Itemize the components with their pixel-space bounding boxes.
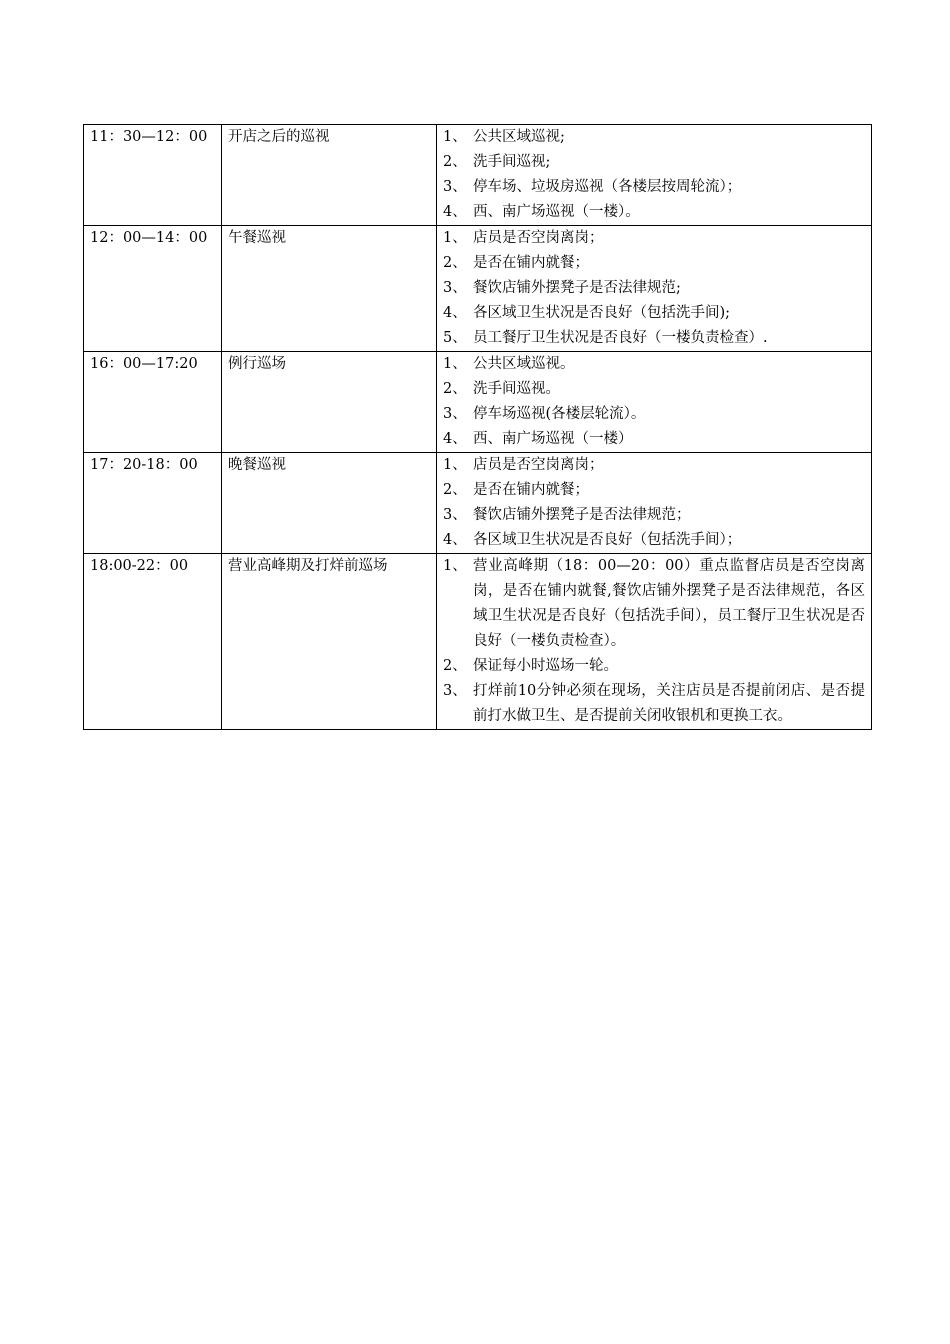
- item-number: 4、: [443, 431, 467, 447]
- detail-cell: [437, 352, 872, 453]
- item-number: 3、: [443, 406, 467, 422]
- time-cell: 12：00—14：00: [84, 226, 222, 352]
- task-cell: 午餐巡视: [222, 226, 437, 352]
- list-item: [443, 125, 865, 150]
- detail-list: [443, 554, 865, 729]
- detail-cell: [437, 554, 872, 730]
- item-number: 2、: [443, 482, 467, 498]
- item-text: 西、南广场巡视（一楼）。: [473, 204, 640, 220]
- item-text: 营业高峰期（18：00—20：00）重点监督店员是否空岗离岗，是否在铺内就餐,餐饮店铺外摆凳子是否法律规范，各区域卫生状况是否良好（包括洗手间），员工餐厅卫生状况是否良好（一楼负责检查）。: [473, 558, 865, 649]
- task-cell: 开店之后的巡视: [222, 125, 437, 226]
- item-number: 1、: [443, 558, 467, 574]
- table-row: [84, 453, 872, 554]
- item-text: 各区域卫生状况是否良好（包括洗手间）；: [473, 532, 742, 548]
- item-text: 公共区域巡视;: [473, 129, 565, 145]
- list-item: [443, 251, 865, 276]
- task-cell: 营业高峰期及打烊前巡场: [222, 554, 437, 730]
- list-item: [443, 377, 865, 402]
- item-text: 员工餐厅卫生状况是否良好（一楼负责检查）.: [473, 330, 768, 346]
- list-item: [443, 150, 865, 175]
- item-number: 4、: [443, 532, 467, 548]
- detail-list: [443, 226, 865, 351]
- detail-list: [443, 125, 865, 225]
- list-item: [443, 352, 865, 377]
- list-item: [443, 453, 865, 478]
- item-number: 2、: [443, 381, 467, 397]
- item-text: 是否在铺内就餐；: [473, 482, 589, 498]
- item-text: 餐饮店铺外摆凳子是否法律规范；: [473, 507, 691, 523]
- detail-cell: [437, 453, 872, 554]
- item-text: 保证每小时巡场一轮。: [473, 658, 618, 674]
- list-item: [443, 175, 865, 200]
- table-row: [84, 554, 872, 730]
- item-text: 停车场巡视(各楼层轮流）。: [473, 406, 646, 422]
- list-item: [443, 654, 865, 679]
- item-text: 公共区域巡视。: [473, 356, 575, 372]
- list-item: [443, 679, 865, 729]
- detail-cell: [437, 226, 872, 352]
- item-number: 3、: [443, 507, 467, 523]
- detail-list: [443, 453, 865, 553]
- list-item: [443, 554, 865, 654]
- table-row: [84, 226, 872, 352]
- item-text: 各区域卫生状况是否良好（包括洗手间);: [473, 305, 731, 321]
- list-item: [443, 402, 865, 427]
- task-cell: 例行巡场: [222, 352, 437, 453]
- list-item: [443, 478, 865, 503]
- item-number: 1、: [443, 230, 467, 246]
- list-item: [443, 301, 865, 326]
- item-number: 1、: [443, 457, 467, 473]
- list-item: [443, 528, 865, 553]
- list-item: [443, 276, 865, 301]
- item-number: 3、: [443, 179, 467, 195]
- item-text: 洗手间巡视。: [473, 381, 560, 397]
- patrol-schedule-table: [83, 124, 872, 730]
- list-item: [443, 200, 865, 225]
- item-number: 5、: [443, 330, 467, 346]
- table-row: [84, 352, 872, 453]
- task-cell: 晚餐巡视: [222, 453, 437, 554]
- item-text: 餐饮店铺外摆凳子是否法律规范;: [473, 280, 681, 296]
- list-item: [443, 427, 865, 452]
- item-number: 3、: [443, 280, 467, 296]
- item-number: 4、: [443, 305, 467, 321]
- time-cell: 11：30—12：00: [84, 125, 222, 226]
- item-number: 4、: [443, 204, 467, 220]
- item-number: 3、: [443, 683, 467, 699]
- table-row: [84, 125, 872, 226]
- item-text: 是否在铺内就餐；: [473, 255, 589, 271]
- item-text: 店员是否空岗离岗；: [473, 230, 604, 246]
- schedule-body: [84, 125, 872, 730]
- item-number: 2、: [443, 154, 467, 170]
- item-text: 西、南广场巡视（一楼）: [473, 431, 633, 447]
- item-number: 1、: [443, 356, 467, 372]
- item-text: 店员是否空岗离岗；: [473, 457, 604, 473]
- item-number: 2、: [443, 255, 467, 271]
- item-text: 停车场、垃圾房巡视（各楼层按周轮流）；: [473, 179, 742, 195]
- time-cell: 16：00—17:20: [84, 352, 222, 453]
- item-number: 2、: [443, 658, 467, 674]
- time-cell: 17：20-18：00: [84, 453, 222, 554]
- item-text: 洗手间巡视;: [473, 154, 551, 170]
- list-item: [443, 326, 865, 351]
- item-text: 打烊前10分钟必须在现场，关注店员是否提前闭店、是否提前打水做卫生、是否提前关闭收银机和更换工衣。: [473, 683, 865, 724]
- list-item: [443, 226, 865, 251]
- time-cell: 18:00-22：00: [84, 554, 222, 730]
- item-number: 1、: [443, 129, 467, 145]
- detail-cell: [437, 125, 872, 226]
- list-item: [443, 503, 865, 528]
- detail-list: [443, 352, 865, 452]
